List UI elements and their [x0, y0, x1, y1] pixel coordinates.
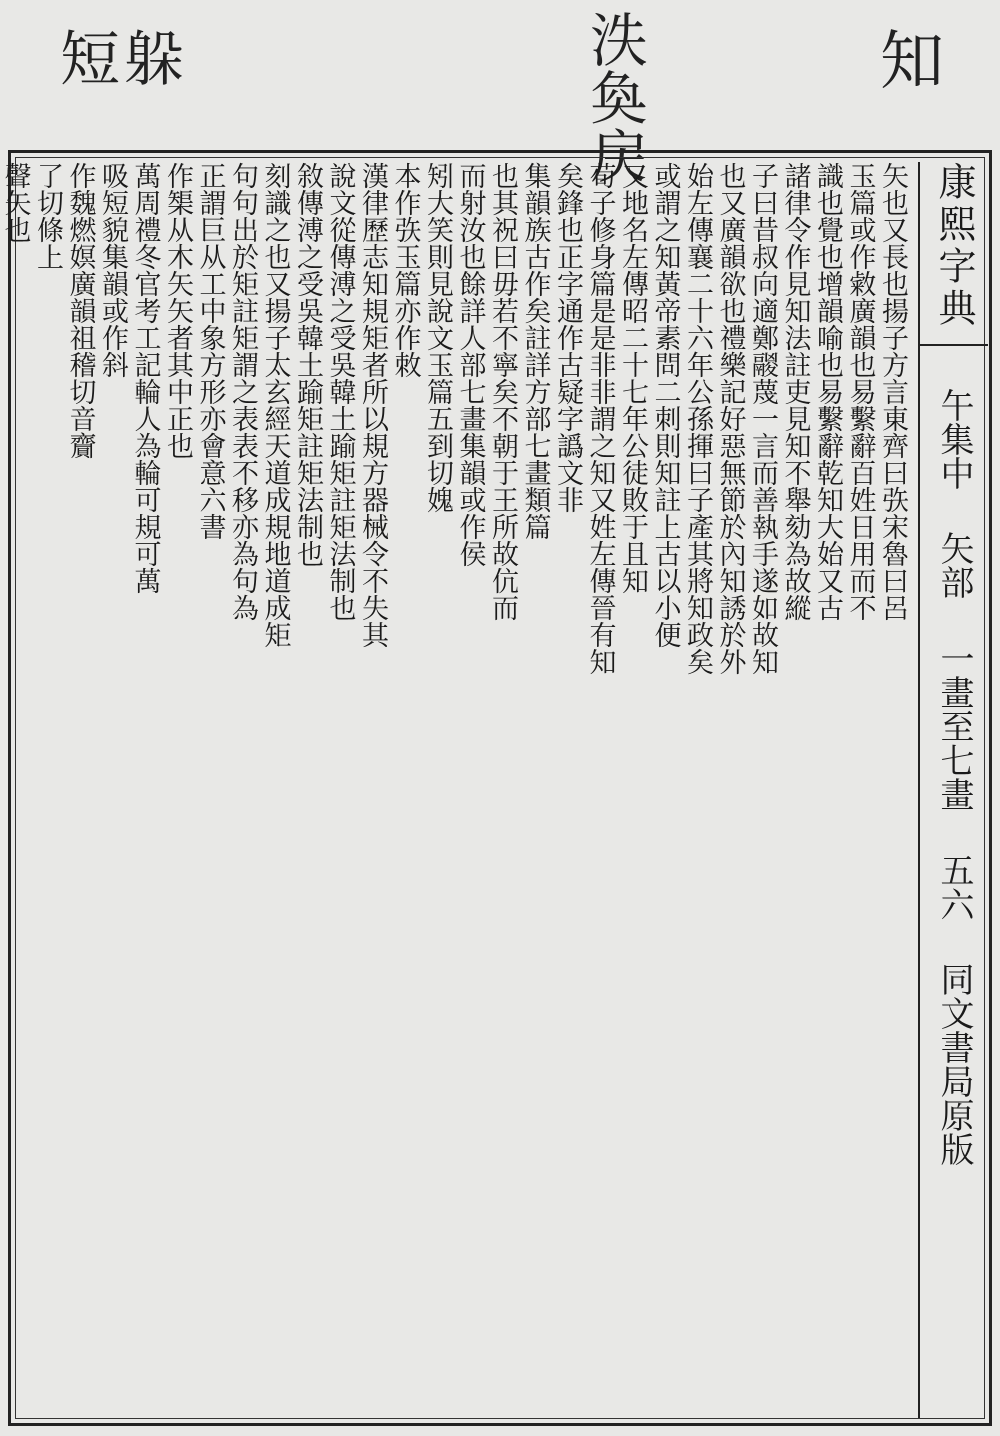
dictionary-body	[0, 162, 908, 1412]
text-column: 也又廣韻欲也禮樂記好惡無節於內知誘於外	[714, 162, 746, 675]
text-column: 諸律令作見知法註吏見知不舉劾為故縱	[779, 162, 811, 621]
text-column: 漢律歷志知規矩者所以規方器械令不失其	[357, 162, 388, 648]
text-column: 或謂之知黃帝素問二刺則知註上古以小便	[649, 162, 681, 648]
text-column: 矢也又長也揚子方言東齊曰矤宋魯曰呂	[877, 162, 908, 621]
volume-label: 午集中	[934, 387, 974, 490]
seal-middle: 泆奐戻	[580, 10, 648, 184]
header-band	[918, 162, 988, 1418]
dictionary-title: 康熙字典	[920, 162, 988, 346]
text-column: 矧大笑則見說文玉篇五到切媿	[422, 162, 453, 513]
text-column: 本作矤玉篇亦作敇	[389, 162, 421, 378]
text-column: 萬周禮冬官考工記輪人為輪可規可萬	[129, 162, 161, 594]
text-column: 玉篇或作敹廣韻也易繫辭百姓日用而不	[844, 162, 876, 621]
text-column: 刻識之也又揚子太玄經天道成規地道成矩	[259, 162, 291, 648]
text-column: 荀子修身篇是是非非謂之知又姓左傳晉有知	[584, 162, 616, 675]
radical-label: 矢部	[934, 531, 974, 600]
text-column: 識也覺也增韻喻也易繫辭乾知大始又古	[812, 162, 843, 621]
page-number: 五六	[934, 852, 974, 921]
stroke-range-label: 一畫至七畫	[934, 640, 974, 811]
text-column: 子曰昔叔向適鄭鬷蔑一言而善執手遂如故知	[747, 162, 778, 675]
text-column: 作魏燃嫇廣韻祖稽切音齎	[64, 162, 96, 459]
text-column: 始左傳襄二十六年公孫揮曰子產其將知政矣	[682, 162, 713, 675]
text-column: 正謂巨从工中象方形亦會意六書	[194, 162, 226, 540]
seal-right: 知	[880, 25, 944, 99]
text-column: 也其祝曰毋若不寧矣不朝于王所故伉而	[487, 162, 518, 621]
publisher-label: 同文書局原版	[934, 962, 974, 1167]
text-column: 敘傳溥之受吳韓土踰矩註矩法制也	[292, 162, 323, 567]
text-column: 而射汝也餘詳人部七畫集韻或作侯	[454, 162, 486, 567]
text-column: 聲矢也	[0, 162, 31, 243]
text-column: 又地名左傳昭二十七年公徒敗于且知	[617, 162, 648, 594]
text-column: 作榘从木矢矢者其中正也	[162, 162, 193, 459]
text-column: 了切條上	[32, 162, 63, 270]
text-column: 吸短貌集韻或作斜	[97, 162, 128, 378]
text-column: 集韻族古作矣註詳方部七畫類篇	[519, 162, 551, 540]
text-column: 說文從傳溥之受吳韓土踰矩註矩法制也	[324, 162, 356, 621]
seal-left: 短躲	[60, 25, 188, 95]
text-column: 句句出於矩註矩謂之表表不移亦為句為	[227, 162, 258, 621]
text-column: 矣鋒也正字通作古疑字譌文非	[552, 162, 583, 513]
